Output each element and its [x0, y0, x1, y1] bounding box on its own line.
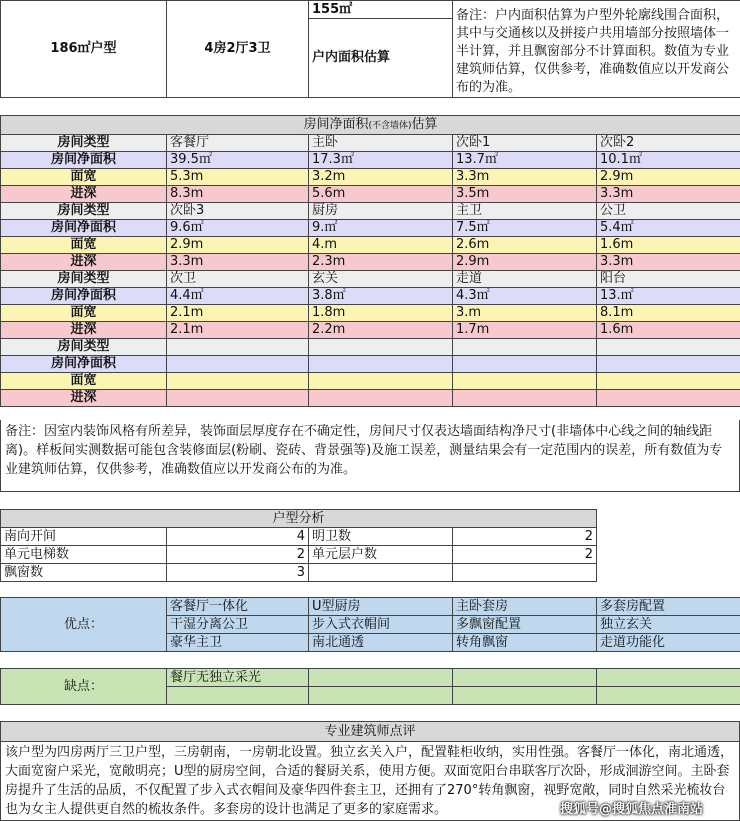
- room-cell: 客餐厅: [167, 135, 309, 152]
- room-cell: 8.3m: [167, 186, 309, 203]
- room-cell: 3.3m: [453, 169, 597, 186]
- room-cell: 5.6m: [309, 186, 453, 203]
- room-cell: 9.㎡: [309, 220, 453, 237]
- room-cell: [309, 356, 453, 373]
- row-label: 房间类型: [1, 135, 167, 152]
- room-cell: 2.2m: [309, 322, 453, 339]
- room-cell: 1.6m: [597, 237, 740, 254]
- room-cell: [309, 390, 453, 407]
- analysis-title: 户型分析: [1, 510, 597, 528]
- room-cell: [167, 356, 309, 373]
- room-cell: 2.3m: [309, 254, 453, 271]
- room-cell: [597, 356, 740, 373]
- row-label: 房间净面积: [1, 152, 167, 169]
- row-label: 面宽: [1, 305, 167, 322]
- room-cell: [597, 390, 740, 407]
- room-table-title: 房间净面积(不含墙体)估算: [1, 116, 740, 135]
- room-type-row: [1, 271, 740, 288]
- analysis-table: [0, 509, 597, 582]
- room-cell: 3.5m: [453, 186, 597, 203]
- room-cell: [597, 373, 740, 390]
- room-cell: [597, 339, 740, 356]
- room-cell: 主卫: [453, 203, 597, 220]
- cons-label: 缺点：: [1, 669, 167, 705]
- cons-table: [0, 668, 740, 705]
- room-cell: 玄关: [309, 271, 453, 288]
- room-cell: [167, 339, 309, 356]
- analysis-label: 飘窗数: [1, 564, 167, 582]
- analysis-label: 明卫数: [309, 528, 453, 546]
- area-value: 155㎡: [309, 1, 453, 19]
- cons-item: 餐厅无独立采光: [167, 669, 309, 687]
- room-type-row: [1, 339, 740, 356]
- analysis-value: 2: [453, 528, 597, 546]
- room-cell: 3.m: [453, 305, 597, 322]
- unit-type: 186㎡户型: [1, 1, 167, 98]
- room-cell: 5.3m: [167, 169, 309, 186]
- room-cell: 3.8㎡: [309, 288, 453, 305]
- room-cell: 2.6m: [453, 237, 597, 254]
- pros-item: 多套房配置: [597, 598, 740, 616]
- room-cell: 1.8m: [309, 305, 453, 322]
- room-cell: 2.9m: [453, 254, 597, 271]
- pros-label: 优点：: [1, 598, 167, 652]
- cons-item: [597, 669, 740, 687]
- pros-item: 干湿分离公卫: [167, 616, 309, 634]
- room-area-row: [1, 152, 740, 169]
- review-title: 专业建筑师点评: [1, 722, 740, 742]
- room-area-row: [1, 288, 740, 305]
- room-cell: 3.2m: [309, 169, 453, 186]
- pros-item: 主卧套房: [453, 598, 597, 616]
- row-label: 进深: [1, 322, 167, 339]
- pros-item: 步入式衣帽间: [309, 616, 453, 634]
- pros-item: 转角飘窗: [453, 634, 597, 652]
- room-cell: [167, 373, 309, 390]
- row-label: 面宽: [1, 169, 167, 186]
- room-cell: 1.7m: [453, 322, 597, 339]
- room-cell: 走道: [453, 271, 597, 288]
- pros-table: [0, 597, 740, 652]
- room-cell: 39.5㎡: [167, 152, 309, 169]
- room-cell: [309, 373, 453, 390]
- room-width-row: [1, 237, 740, 254]
- room-cell: 2.1m: [167, 305, 309, 322]
- row-label: 进深: [1, 254, 167, 271]
- row-label: 房间类型: [1, 203, 167, 220]
- room-cell: [453, 356, 597, 373]
- pros-item: 客餐厅一体化: [167, 598, 309, 616]
- analysis-label: 单元电梯数: [1, 546, 167, 564]
- room-width-row: [1, 373, 740, 390]
- room-cell: 9.6㎡: [167, 220, 309, 237]
- room-cell: 17.3㎡: [309, 152, 453, 169]
- room-cell: 13.7㎡: [453, 152, 597, 169]
- cons-item: [453, 687, 597, 705]
- room-cell: 次卧2: [597, 135, 740, 152]
- room-cell: 公卫: [597, 203, 740, 220]
- pros-item: 独立玄关: [597, 616, 740, 634]
- pros-item: 多飘窗配置: [453, 616, 597, 634]
- room-cell: 次卧3: [167, 203, 309, 220]
- cons-item: [167, 687, 309, 705]
- row-label: 进深: [1, 186, 167, 203]
- room-cell: 8.1m: [597, 305, 740, 322]
- row-label: 房间净面积: [1, 220, 167, 237]
- room-cell: 次卫: [167, 271, 309, 288]
- room-depth-row: [1, 186, 740, 203]
- room-area-row: [1, 356, 740, 373]
- analysis-label: 南向开间: [1, 528, 167, 546]
- room-cell: 2.1m: [167, 322, 309, 339]
- room-cell: [453, 339, 597, 356]
- analysis-label: 单元层户数: [309, 546, 453, 564]
- room-cell: 1.6m: [597, 322, 740, 339]
- room-cell: 3.3m: [597, 186, 740, 203]
- room-type-row: [1, 203, 740, 220]
- watermark: 搜狐号@搜狐焦点淮南站: [560, 802, 704, 817]
- room-cell: 10.1㎡: [597, 152, 740, 169]
- room-cell: [453, 390, 597, 407]
- room-note: 备注：因室内装饰风格有所差异，装饰面层厚度存在不确定性，房间尺寸仅表达墙面结构净尺寸(非墙体中心线之间的轴线距离)。样板间实测数据可能包含装修面层(粉刷、瓷砖、背景强等)及施工误差，测量结果会有一定范围内的误差，所有数值为专业建筑师估算，仅供参考，准确数值应以开发商公布的为准。: [0, 420, 740, 492]
- room-cell: 2.9m: [597, 169, 740, 186]
- room-depth-row: [1, 390, 740, 407]
- room-cell: 3.3m: [597, 254, 740, 271]
- review-table: [0, 721, 740, 742]
- room-type-row: [1, 135, 740, 152]
- cons-item: [597, 687, 740, 705]
- pros-item: 豪华主卫: [167, 634, 309, 652]
- room-cell: 5.4㎡: [597, 220, 740, 237]
- layout-type: 4房2厅3卫: [167, 1, 309, 98]
- row-label: 房间类型: [1, 271, 167, 288]
- row-label: 面宽: [1, 373, 167, 390]
- row-label: 进深: [1, 390, 167, 407]
- room-depth-row: [1, 254, 740, 271]
- row-label: 房间类型: [1, 339, 167, 356]
- room-width-row: [1, 305, 740, 322]
- cons-row: [1, 669, 740, 687]
- row-label: 面宽: [1, 237, 167, 254]
- analysis-row: [1, 528, 597, 546]
- pros-item: 走道功能化: [597, 634, 740, 652]
- analysis-value: 3: [167, 564, 309, 582]
- pros-item: 南北通透: [309, 634, 453, 652]
- analysis-label: [309, 564, 453, 582]
- room-width-row: [1, 169, 740, 186]
- room-cell: 厨房: [309, 203, 453, 220]
- analysis-value: 2: [167, 546, 309, 564]
- room-cell: 次卧1: [453, 135, 597, 152]
- row-label: 房间净面积: [1, 356, 167, 373]
- room-cell: 7.5㎡: [453, 220, 597, 237]
- room-table: [0, 115, 740, 407]
- room-cell: 13.㎡: [597, 288, 740, 305]
- cons-item: [309, 669, 453, 687]
- cons-item: [309, 687, 453, 705]
- analysis-value: 2: [453, 546, 597, 564]
- area-label: 户内面积估算: [309, 19, 453, 98]
- summary-table: [0, 0, 740, 98]
- pros-item: U型厨房: [309, 598, 453, 616]
- analysis-row: [1, 546, 597, 564]
- room-cell: 4.3㎡: [453, 288, 597, 305]
- analysis-value: [453, 564, 597, 582]
- room-cell: [453, 373, 597, 390]
- analysis-row: [1, 564, 597, 582]
- area-note: 备注：户内面积估算为户型外轮廓线围合面积，其中与交通核以及拼接户共用墙部分按照墙体一半计算，并且飘窗部分不计算面积。数值为专业建筑师估算，仅供参考，准确数值应以开发商公布的为准。: [453, 1, 740, 98]
- room-cell: 4.4㎡: [167, 288, 309, 305]
- room-cell: 阳台: [597, 271, 740, 288]
- room-cell: 2.9m: [167, 237, 309, 254]
- review-text: 该户型为四房两厅三卫户型，三房朝南，一房朝北设置。独立玄关入户，配置鞋柜收纳，实用性强。客餐厅一体化，南北通透，大面宽窗户采光，宽敞明亮；U型的厨房空间，合适的餐厨关系，使用方便。双面宽阳台串联客厅次卧，形成洄游空间。主卧套房提升了生活的品质，不仅配置了步入式衣帽间及豪华四件套主卫，还拥有了270°转角飘窗，视野宽敞，同时自然采光梳妆台也为女主人提供更自然的梳妆条件。多套房的设计也满足了更多的家庭需求。: [0, 741, 740, 821]
- room-cell: 3.3m: [167, 254, 309, 271]
- room-cell: [167, 390, 309, 407]
- room-depth-row: [1, 322, 740, 339]
- room-cell: 主卧: [309, 135, 453, 152]
- analysis-value: 4: [167, 528, 309, 546]
- cons-item: [453, 669, 597, 687]
- pros-row: [1, 598, 740, 616]
- room-area-row: [1, 220, 740, 237]
- room-cell: [309, 339, 453, 356]
- row-label: 房间净面积: [1, 288, 167, 305]
- room-cell: 4.m: [309, 237, 453, 254]
